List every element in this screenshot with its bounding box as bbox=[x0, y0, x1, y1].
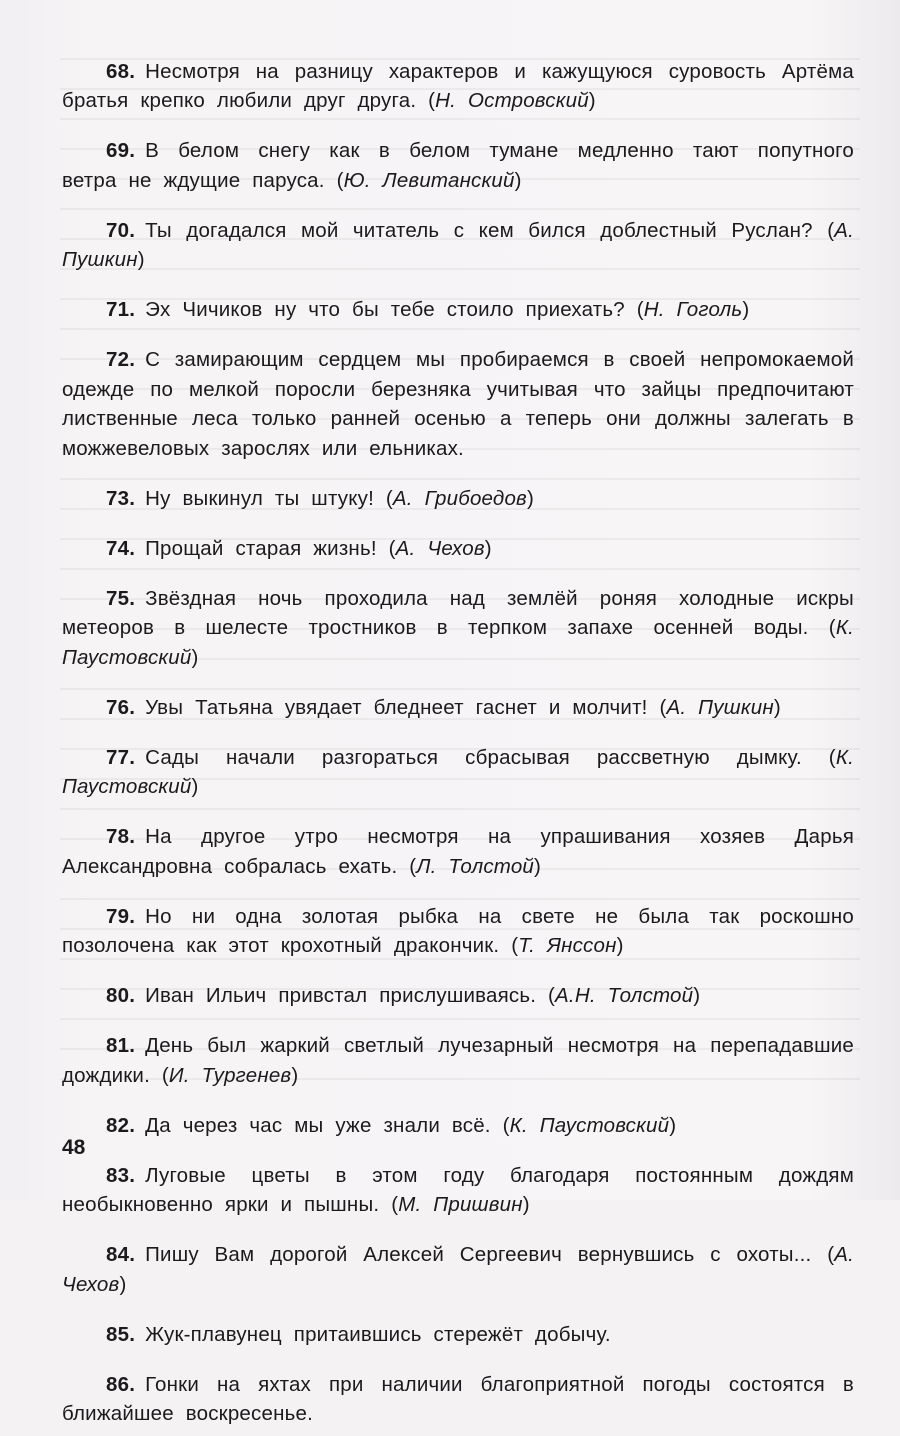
item-number: 69. bbox=[106, 139, 136, 162]
item-author: Л. Толстой bbox=[416, 854, 535, 878]
item-author: А.Н. Толстой bbox=[555, 984, 694, 1007]
item-number: 76. bbox=[106, 695, 136, 719]
item-text: Ты догадался мой читатель с кем бился доблестный Руслан? bbox=[145, 218, 813, 242]
item-author: Н. Островский bbox=[435, 89, 589, 112]
item-text: На другое утро несмотря на упрашивания хозяев Дарья Александровна собралась ехать. bbox=[62, 825, 854, 878]
item-text: Увы Татьяна увядает бледнеет гаснет и молчит! bbox=[145, 695, 648, 719]
exercise-item-76: 76. Увы Татьяна увядает бледнеет гаснет и молчит! (А. Пушкин) bbox=[106, 695, 781, 719]
item-author: Т. Янссон bbox=[518, 934, 617, 957]
item-number: 84. bbox=[106, 1243, 136, 1266]
item-author: К. Паустовский bbox=[509, 1113, 670, 1137]
item-number: 78. bbox=[106, 825, 136, 848]
exercise-item-78: 78. На другое утро несмотря на упрашивания хозяев Дарья Александровна собралась ехать. (Л. Толстой) bbox=[62, 825, 854, 878]
exercise-item-74: 74. Прощай старая жизнь! (А. Чехов) bbox=[106, 536, 492, 560]
item-text: День был жаркий светлый лучезарный несмотря на перепадавшие дождики. bbox=[62, 1034, 854, 1087]
item-author: А. Пушкин bbox=[62, 218, 854, 271]
exercise-item-81: 81. День был жаркий светлый лучезарный несмотря на перепадавшие дождики. (И. Тургенев) bbox=[62, 1034, 854, 1087]
exercise-item-69: 69. В белом снегу как в белом тумане медленно тают попутного ветра не ждущие паруса. (Ю. Левитанский) bbox=[62, 139, 854, 192]
item-author: Н. Гоголь bbox=[643, 298, 743, 321]
item-number: 83. bbox=[106, 1163, 136, 1187]
exercise-item-70: 70. Ты догадался мой читатель с кем бился доблестный Руслан? (А. Пушкин) bbox=[62, 218, 854, 271]
exercise-item-75: 75. Звёздная ночь проходила над землёй роняя холодные искры метеоров в шелесте тростников в терпком запахе осенней воды. (К. Паустовский) bbox=[62, 586, 854, 669]
exercise-item-71: 71. Эх Чичиков ну что бы тебе стоило приехать? (Н. Гоголь) bbox=[106, 298, 750, 321]
item-author: И. Тургенев bbox=[168, 1063, 292, 1087]
exercise-item-68: 68. Несмотря на разницу характеров и кажущуюся суровость Артёма братья крепко любили друг друга. (Н. Островский) bbox=[62, 59, 854, 112]
item-number: 70. bbox=[106, 218, 136, 242]
item-number: 85. bbox=[106, 1322, 136, 1346]
item-number: 73. bbox=[106, 486, 136, 510]
item-number: 81. bbox=[106, 1034, 136, 1057]
exercise-item-84: 84. Пишу Вам дорогой Алексей Сергеевич вернувшись с охоты... (А. Чехов) bbox=[62, 1243, 855, 1296]
item-number: 72. bbox=[106, 348, 136, 371]
exercise-item-85 bbox=[62, 1320, 854, 1350]
exercise-item-86 bbox=[62, 1370, 854, 1429]
item-number: 68. bbox=[106, 59, 136, 83]
item-text: Иван Ильич привстал прислушиваясь. bbox=[145, 984, 537, 1007]
item-author: А. Грибоедов bbox=[392, 486, 527, 510]
item-number: 71. bbox=[106, 298, 136, 321]
item-author: Ю. Левитанский bbox=[343, 168, 515, 192]
item-author: А. Пушкин bbox=[666, 695, 774, 719]
item-number: 86. bbox=[106, 1372, 136, 1396]
item-text: Но ни одна золотая рыбка на свете не была так роскошно позолочена как этот крохотный дракончик. bbox=[62, 904, 854, 957]
exercise-item-73: 73. Ну выкинул ты штуку! (А. Грибоедов) bbox=[106, 486, 534, 510]
item-number: 77. bbox=[106, 745, 136, 769]
item-number: 80. bbox=[106, 984, 136, 1007]
exercise-item-79: 79. Но ни одна золотая рыбка на свете не была так роскошно позолочена как этот крохотный дракончик. (Т. Янссон) bbox=[62, 904, 854, 957]
item-text: Сады начали разгораться сбрасывая рассветную дымку. bbox=[145, 745, 802, 769]
item-number: 79. bbox=[106, 904, 136, 928]
exercise-item-80: 80. Иван Ильич привстал прислушиваясь. (А.Н. Толстой) bbox=[106, 984, 701, 1007]
item-author: А. Чехов bbox=[62, 1243, 855, 1296]
item-text: С замирающим сердцем мы пробираемся в своей непромокаемой одежде по мелкой поросли березняка учитывая что зайцы предпочитают лиственные леса только ранней осенью а теперь они должны залегать в можжевеловых зарослях или ельниках. bbox=[62, 348, 854, 460]
item-text: Пишу Вам дорогой Алексей Сергеевич вернувшись с охоты... bbox=[145, 1243, 812, 1266]
item-text: Эх Чичиков ну что бы тебе стоило приехать? bbox=[145, 298, 625, 321]
exercise-item-83: 83. Луговые цветы в этом году благодаря постоянным дождям необыкновенно ярки и пышны. (М. Пришвин) bbox=[62, 1163, 854, 1216]
exercise-item-77: 77. Сады начали разгораться сбрасывая рассветную дымку. (К. Паустовский) bbox=[62, 745, 854, 798]
item-text: Прощай старая жизнь! bbox=[145, 536, 377, 560]
item-number: 75. bbox=[106, 586, 136, 610]
exercise-item-82: 82. Да через час мы уже знали всё. (К. Паустовский) bbox=[106, 1113, 677, 1137]
item-number: 82. bbox=[106, 1113, 136, 1137]
item-author: А. Чехов bbox=[395, 536, 485, 560]
exercise-item-72 bbox=[62, 345, 854, 463]
item-text: Звёздная ночь проходила над землёй роняя холодные искры метеоров в шелесте тростников в терпком запахе осенней воды. bbox=[62, 586, 854, 639]
item-text: Жук-плавунец притаившись стережёт добычу. bbox=[145, 1322, 611, 1346]
item-author: М. Пришвин bbox=[398, 1193, 523, 1216]
item-number: 74. bbox=[106, 536, 136, 560]
item-text: В белом снегу как в белом тумане медленно тают попутного ветра не ждущие паруса. bbox=[62, 139, 854, 192]
page-number: 48 bbox=[62, 1136, 86, 1159]
item-text: Гонки на яхтах при наличии благоприятной погоды состоятся в ближайшее воскресенье. bbox=[62, 1372, 854, 1425]
exercise-list bbox=[62, 36, 854, 1436]
item-text: Ну выкинул ты штуку! bbox=[145, 486, 374, 510]
item-text: Да через час мы уже знали всё. bbox=[145, 1113, 491, 1137]
item-text: Луговые цветы в этом году благодаря постоянным дождям необыкновенно ярки и пышны. bbox=[62, 1163, 854, 1216]
item-author: К. Паустовский bbox=[62, 616, 854, 669]
item-text: Несмотря на разницу характеров и кажущуюся суровость Артёма братья крепко любили друг друга. bbox=[62, 59, 854, 112]
item-author: К. Паустовский bbox=[62, 745, 854, 798]
